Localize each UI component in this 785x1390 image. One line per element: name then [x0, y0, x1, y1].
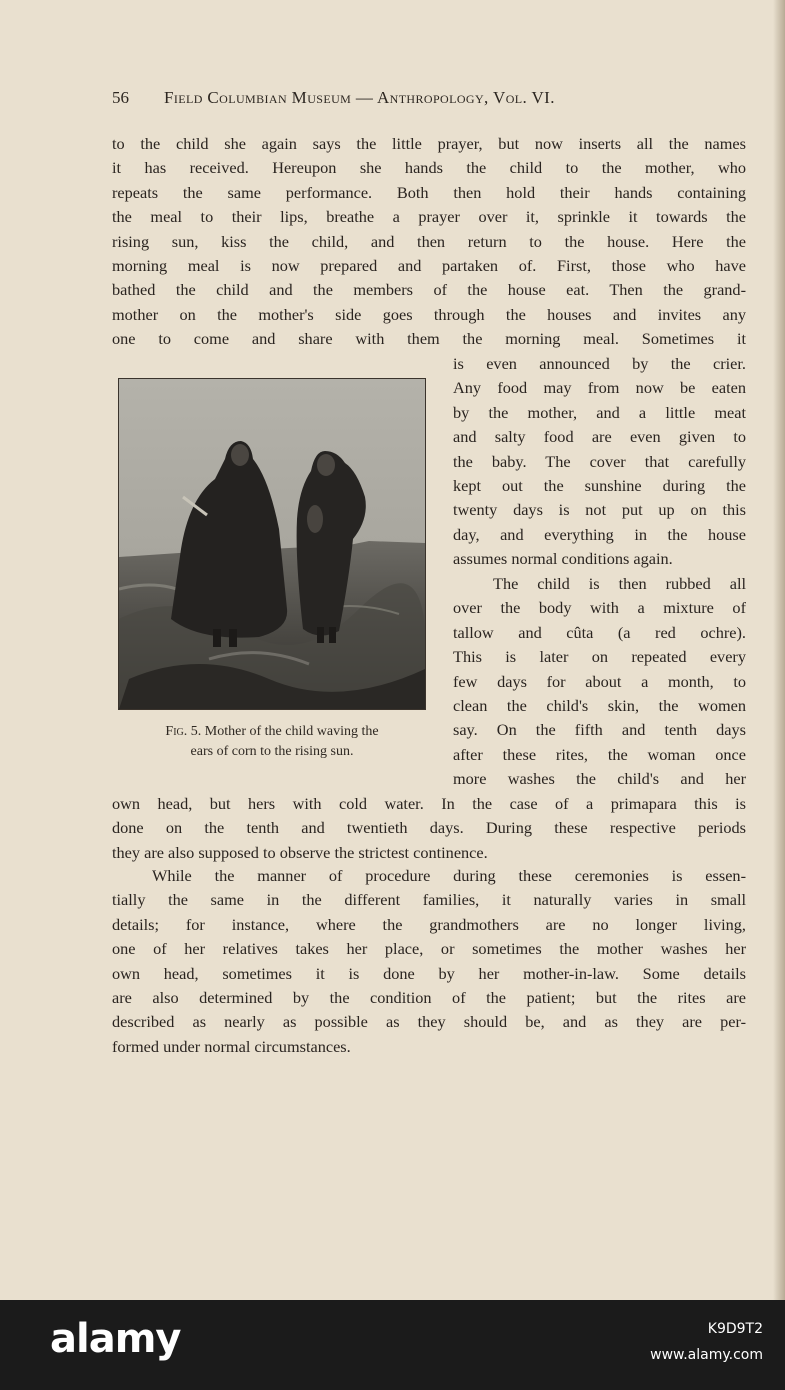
text-line: own head, but hers with cold water. In the case of a primapara this is: [112, 794, 746, 813]
text-line: to the child she again says the little prayer, but now inserts all the names: [112, 134, 746, 153]
text-line: own head, sometimes it is done by her mother-in-law. Some details: [112, 963, 746, 983]
text-line: one to come and share with them the morning meal. Sometimes it: [112, 329, 746, 349]
text-line: mother on the mother's side goes through the houses and invites any: [112, 304, 746, 324]
text-line: clean the child's skin, the women: [453, 696, 746, 716]
text-line: they are also supposed to observe the strictest continence.: [112, 842, 488, 862]
running-title: Field Columbian Museum — Anthropology, Vol. VI.: [164, 88, 555, 107]
text-line: repeats the same performance. Both then hold their hands containing: [112, 182, 746, 202]
text-line: tallow and cûta (a red ochre).: [453, 622, 746, 642]
text-line: morning meal is now prepared and partaken of. First, those who have: [112, 256, 746, 276]
image-id: K9D9T2: [707, 1321, 763, 1337]
text-line: This is later on repeated every: [453, 647, 746, 667]
page-number: 56: [112, 88, 129, 107]
caption-line: ears of corn to the rising sun.: [190, 744, 354, 759]
paragraph-2-continued: [112, 792, 746, 865]
text-line: one of her relatives takes her place, or sometimes the mother washes her: [112, 939, 746, 959]
text-line: by the mother, and a little meat: [453, 402, 746, 422]
paragraph-1: [112, 132, 746, 352]
alamy-logo[interactable]: alamy: [50, 1316, 181, 1362]
text-line: tially the same in the different families, it naturally varies in small: [112, 890, 746, 910]
text-line: kept out the sunshine during the: [453, 476, 746, 496]
text-line: described as nearly as possible as they should be, and as they are per-: [112, 1012, 746, 1032]
text-line: The child is then rubbed all: [493, 574, 746, 593]
text-line: assumes normal conditions again.: [453, 549, 673, 569]
figure-label: Fig. 5.: [165, 724, 202, 739]
text-line: formed under normal circumstances.: [112, 1036, 351, 1056]
figure-photo: [118, 378, 426, 710]
text-line: are also determined by the condition of the patient; but the rites are: [112, 988, 746, 1008]
caption-line: Mother of the child waving the: [204, 724, 379, 739]
text-line: say. On the fifth and tenth days: [453, 720, 746, 740]
photo-two-women: [119, 379, 425, 709]
text-line: rising sun, kiss the child, and then return to the house. Here the: [112, 231, 746, 251]
text-line: Any food may from now be eaten: [453, 378, 746, 398]
running-header: [112, 88, 752, 116]
text-line: details; for instance, where the grandmothers are no longer living,: [112, 914, 746, 934]
site-url[interactable]: www.alamy.com: [650, 1347, 763, 1363]
text-line: more washes the child's and her: [453, 769, 746, 789]
text-line: the meal to their lips, breathe a prayer over it, sprinkle it towards the: [112, 207, 746, 227]
text-line: it has received. Hereupon she hands the child to the mother, who: [112, 158, 746, 178]
paragraph-3: [112, 864, 746, 1059]
text-line: day, and everything in the house: [453, 524, 746, 544]
paragraph-1-continued: [453, 352, 746, 572]
text-line: bathed the child and the members of the house eat. Then the grand-: [112, 280, 746, 300]
figure-caption: [112, 722, 432, 762]
text-line: the baby. The cover that carefully: [453, 451, 746, 471]
text-line: few days for about a month, to: [453, 671, 746, 691]
text-line: over the body with a mixture of: [453, 598, 746, 618]
text-line: twenty days is not put up on this: [453, 500, 746, 520]
text-line: While the manner of procedure during these ceremonies is essen-: [152, 866, 746, 885]
text-line: after these rites, the woman once: [453, 744, 746, 764]
text-line: and salty food are even given to: [453, 427, 746, 447]
paragraph-2: [453, 572, 746, 792]
text-line: is even announced by the crier.: [453, 354, 746, 373]
text-line: done on the tenth and twentieth days. During these respective periods: [112, 818, 746, 838]
